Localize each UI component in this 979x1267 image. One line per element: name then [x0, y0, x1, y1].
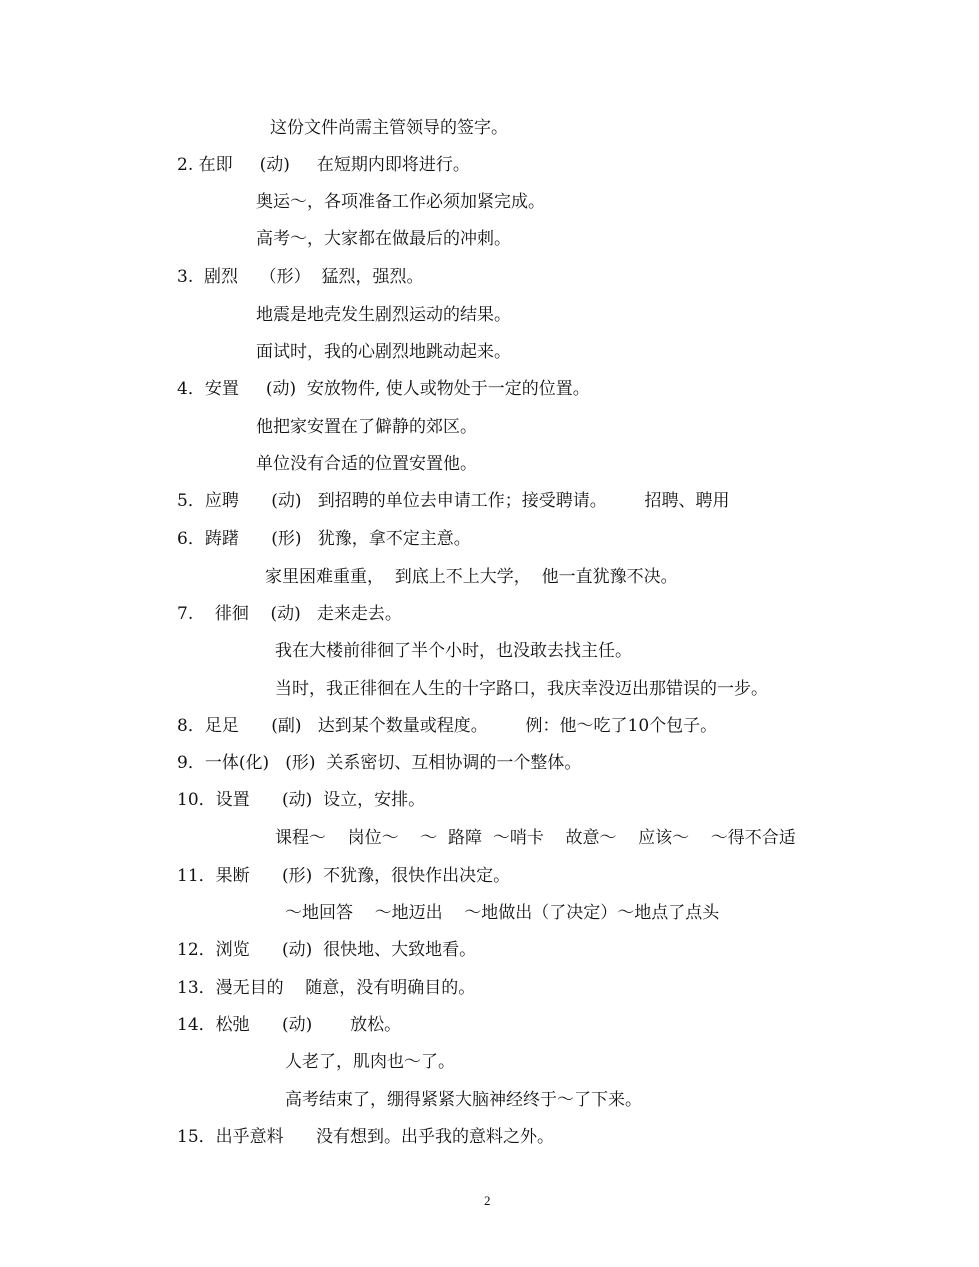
text-line-8: 4．安置 (动) 安放物件, 使人或物处于一定的位置。: [177, 379, 590, 399]
text-line-21: 11．果断 (形) 不犹豫，很快作出决定。: [177, 866, 511, 886]
text-line-6: 地震是地壳发生剧烈运动的结果。: [256, 305, 511, 325]
text-line-20: 课程～ 岗位～ ～ 路障 ～哨卡 故意～ 应该～ ～得不合适: [275, 828, 796, 848]
text-line-11: 5．应聘 (动) 到招聘的单位去申请工作；接受聘请。 招聘、聘用: [177, 491, 730, 511]
text-line-19: 10．设置 (动) 设立，安排。: [177, 790, 426, 810]
text-line-25: 14．松弛 (动) 放松。: [177, 1015, 402, 1035]
text-line-17: 8．足足 (副) 达到某个数量或程度。 例：他～吃了10个包子。: [177, 716, 718, 736]
text-line-4: 高考～，大家都在做最后的冲刺。: [256, 229, 511, 249]
text-line-14: 7. 徘徊 (动) 走来走去。: [177, 604, 402, 624]
text-line-26: 人老了，肌肉也～了。: [285, 1052, 455, 1072]
text-line-22: ～地回答 ～地迈出 ～地做出（了决定）～地点了点头: [285, 903, 720, 923]
text-line-10: 单位没有合适的位置安置他。: [256, 454, 477, 474]
text-line-23: 12．浏览 (动) 很快地、大致地看。: [177, 940, 477, 960]
text-line-12: 6．踌躇 (形) 犹豫，拿不定主意。: [177, 529, 471, 549]
text-line-3: 奥运～，各项准备工作必须加紧完成。: [256, 192, 545, 212]
text-line-9: 他把家安置在了僻静的郊区。: [256, 417, 477, 437]
text-line-16: 当时，我正徘徊在人生的十字路口，我庆幸没迈出那错误的一步。: [275, 679, 768, 699]
text-line-24: 13．漫无目的 随意，没有明确目的。: [177, 978, 476, 998]
text-line-5: 3. 剧烈 （形） 猛烈，强烈。: [177, 267, 424, 287]
text-line-28: 15．出乎意料 没有想到。出乎我的意料之外。: [177, 1127, 555, 1147]
text-line-7: 面试时，我的心剧烈地跳动起来。: [256, 342, 511, 362]
page-number: 2: [484, 1193, 491, 1208]
text-line-13: 家里困难重重， 到底上不上大学， 他一直犹豫不决。: [265, 567, 678, 587]
text-line-2: 2. 在即 (动) 在短期内即将进行。: [177, 155, 470, 175]
text-line-1: 这份文件尚需主管领导的签字。: [270, 118, 508, 138]
text-line-27: 高考结束了，绷得紧紧大脑神经终于～了下来。: [285, 1090, 642, 1110]
text-line-15: 我在大楼前徘徊了半个小时，也没敢去找主任。: [275, 641, 632, 661]
text-line-18: 9．一体(化) (形) 关系密切、互相协调的一个整体。: [177, 753, 582, 773]
